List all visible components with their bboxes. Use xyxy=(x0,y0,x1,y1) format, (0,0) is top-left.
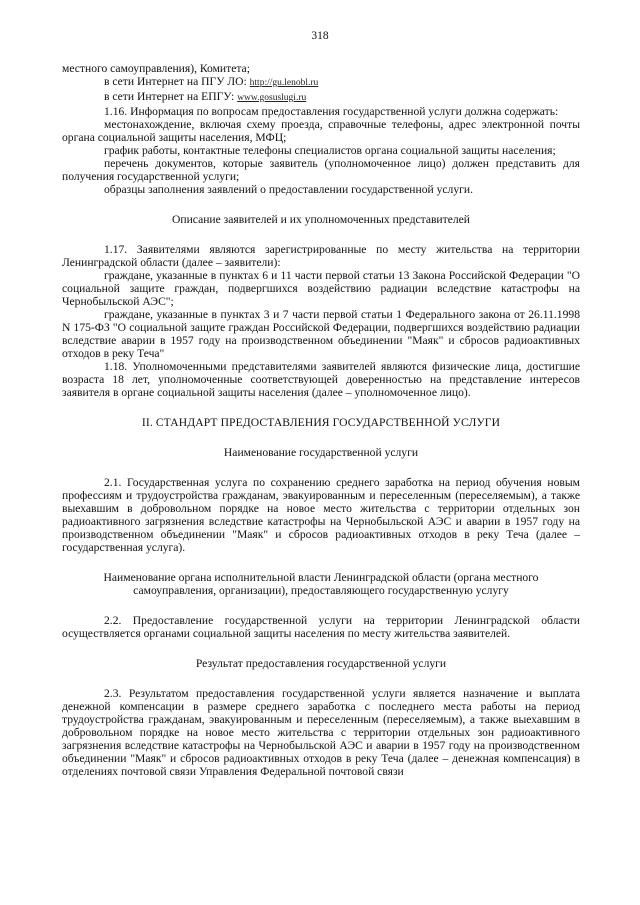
heading-applicants: Описание заявителей и их уполномоченных представителей xyxy=(172,213,470,226)
paragraph-2-2: 2.2. Предоставление государственной услуги на территории Ленинградской области осуществляется органами социальной защиты населения по месту жительства заявителей. xyxy=(62,614,580,640)
list-item-location: местонахождение, включая схему проезда, справочные телефоны, адрес электронной почты органа социальной защиты населения, МФЦ; xyxy=(62,118,580,144)
list-item-article-13: граждане, указанные в пунктах 6 и 11 части первой статьи 13 Закона Российской Федерации "О социальной защите граждан, подвергшихся воздействию радиации вследствие катастрофы на Чернобыльской АЭС"; xyxy=(62,269,580,308)
paragraph-2-3: 2.3. Результатом предоставления государственной услуги является назначение и выплата денежной компенсации в размере среднего заработка с последнего места работы на период трудоустройства гражданам, эвакуированным и переселенным (переселяемым), а также выехавшим в добровольном порядке на новое место жительства с территории отдельных зон радиоактивного загрязнения вследствие катастрофы на Чернобыльской АЭС и аварии в 1957 году на производственном объединении "Маяк" и сбросов радиоактивных отходов в реку Теча (далее – денежная компенсация) в отделениях почтовой связи Управления Федеральной почтовой связи xyxy=(62,687,580,778)
epgu-link[interactable]: www.gosuslugi.ru xyxy=(237,93,307,103)
epgu-label: в сети Интернет на ЕПГУ: xyxy=(104,90,235,103)
epgu-line xyxy=(62,90,580,105)
continuation-line: местного самоуправления), Комитета; xyxy=(62,62,250,75)
page-number: 318 xyxy=(311,30,329,42)
paragraph-1-16: 1.16. Информация по вопросам предоставления государственной услуги должна содержать: xyxy=(104,105,559,118)
heading-service-organ: Наименование органа исполнительной власти Ленинградской области (органа местного самоуправления, организации), предоставляющего государственную услугу xyxy=(103,571,539,597)
paragraph-2-1: 2.1. Государственная услуга по сохранению среднего заработка на период обучения новым профессиям и трудоустройства гражданам, эвакуированным и переселенным (переселяемым), а также выехавшим в добровольном порядке на новое место жительства с территории отдельных зон радиоактивного загрязнения вследствие катастрофы на Чернобыльской АЭС и аварии в 1957 году на производственном объединении "Маяк" и сбросов радиоактивных отходов в реку Теча (далее – государственная услуга). xyxy=(62,476,580,554)
list-item-documents: перечень документов, которые заявитель (уполномоченное лицо) должен представить для получения государственной услуги; xyxy=(62,157,580,183)
paragraph-1-18: 1.18. Уполномоченными представителями заявителей являются физические лица, достигшие возраста 18 лет, уполномоченные соответствующей доверенностью на представление интересов заявителя в органе социальной защиты населения (далее – уполномоченное лицо). xyxy=(62,360,580,399)
heading-section-2: II. СТАНДАРТ ПРЕДОСТАВЛЕНИЯ ГОСУДАРСТВЕННОЙ УСЛУГИ xyxy=(141,416,501,429)
paragraph-1-17: 1.17. Заявителями являются зарегистрированные по месту жительства на территории Ленинградской области (далее – заявители): xyxy=(62,243,580,269)
pgu-link[interactable]: http://gu.lenobl.ru xyxy=(249,78,319,88)
pgu-line xyxy=(62,75,580,90)
pgu-label: в сети Интернет на ПГУ ЛО: xyxy=(104,75,247,88)
heading-service-name: Наименование государственной услуги xyxy=(223,446,419,459)
list-item-schedule: график работы, контактные телефоны специалистов органа социальной защиты населения; xyxy=(104,144,556,157)
list-item-article-1: граждане, указанные в пунктах 3 и 7 части первой статьи 1 Федерального закона от 26.11.1998 N 175-ФЗ "О социальной защите граждан Российской Федерации, подвергшихся воздействию радиации вследствие аварии в 1957 году на производственном объединении "Маяк" и сбросов радиоактивных отходов в реку Теча" xyxy=(62,308,580,360)
heading-service-result: Результат предоставления государственной услуги xyxy=(195,657,447,670)
document-body xyxy=(62,62,580,778)
list-item-samples: образцы заполнения заявлений о предоставлении государственной услуги. xyxy=(104,183,473,196)
